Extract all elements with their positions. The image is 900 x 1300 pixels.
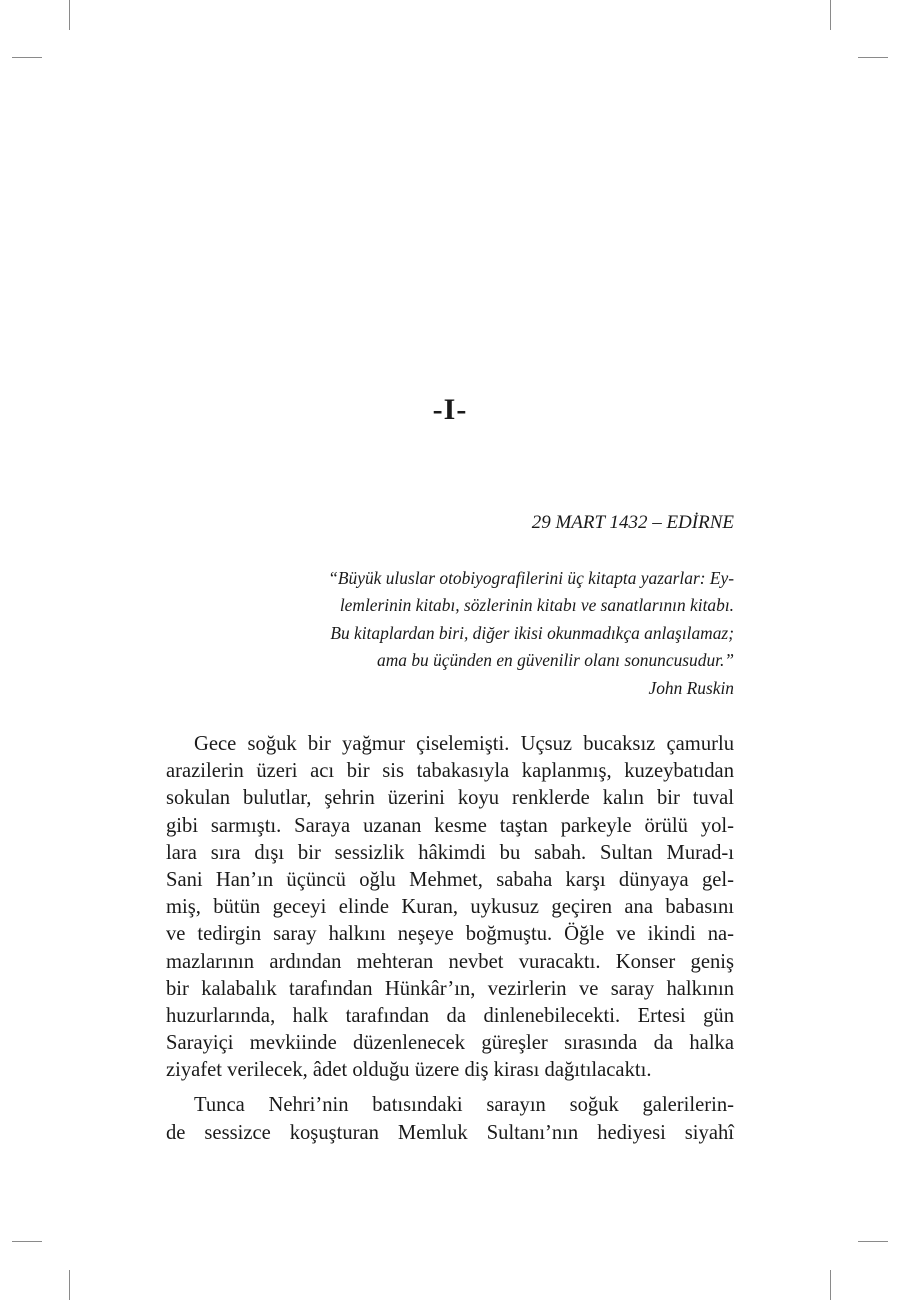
crop-mark-right-bottom <box>858 1241 888 1242</box>
text-line: ziyafet verilecek, âdet olduğu üzere diş kirası dağıtılacaktı. <box>166 1059 652 1082</box>
text-line: ve tedirgin saray halkını neşeye boğmuştu. Öğle ve ikindi na- <box>166 923 734 946</box>
epigraph-line: “Büyük uluslar otobiyografilerini üç kitapta yazarlar: Ey- <box>328 568 734 588</box>
epigraph-line: lemlerinin kitabı, sözlerinin kitabı ve sanatlarının kitabı. <box>339 595 734 616</box>
text-line: de sessizce koşuşturan Memluk Sultanı’nın hediyesi siyahî <box>166 1121 734 1144</box>
crop-mark-top-left <box>69 0 70 30</box>
text-line: Sani Han’ın üçüncü oğlu Mehmet, sabaha karşı dünyaya gel- <box>166 868 734 891</box>
crop-mark-left-top <box>12 57 42 58</box>
chapter-number: -I- <box>432 393 468 426</box>
crop-mark-right-top <box>858 57 888 58</box>
paragraph <box>166 731 734 1084</box>
epigraph <box>214 565 734 702</box>
crop-mark-left-bottom <box>12 1241 42 1242</box>
dateline: 29 MART 1432 – EDİRNE <box>531 512 734 533</box>
text-line: Sarayiçi mevkiinde düzenlenecek güreşler sırasında da halka <box>166 1032 734 1055</box>
crop-mark-top-right <box>830 0 831 30</box>
body-text <box>166 731 734 1147</box>
text-line: miş, bütün geceyi elinde Kuran, uykusuz geçiren ana babasını <box>166 896 734 919</box>
text-line: gibi sarmıştı. Saraya uzanan kesme taştan parkeyle örülü yol- <box>166 814 734 837</box>
text-line: huzurlarında, halk tarafından da dinlenebilecekti. Ertesi gün <box>166 1004 734 1027</box>
text-line: arazilerin üzeri acı bir sis tabakasıyla kaplanmış, kuzeybatıdan <box>166 760 734 783</box>
crop-mark-bottom-left <box>69 1270 70 1300</box>
text-line: sokulan bulutlar, şehrin üzerini koyu renklerde kalın bir tuval <box>166 787 734 810</box>
crop-mark-bottom-right <box>830 1270 831 1300</box>
epigraph-line: ama bu üçünden en güvenilir olanı sonuncusudur.” <box>377 650 734 671</box>
epigraph-line: Bu kitaplardan biri, diğer ikisi okunmadıkça anlaşılamaz; <box>330 622 734 643</box>
text-line: bir kalabalık tarafından Hünkâr’ın, vezirlerin ve saray halkının <box>166 977 734 1000</box>
text-line: lara sıra dışı bir sessizlik hâkimdi bu sabah. Sultan Murad-ı <box>166 841 734 864</box>
text-line: mazlarının ardından mehteran nevbet vuracaktı. Konser geniş <box>166 950 734 973</box>
text-line: Tunca Nehri’nin batısındaki sarayın soğuk galerilerin- <box>194 1094 734 1117</box>
epigraph-attribution: John Ruskin <box>648 677 734 698</box>
text-line: Gece soğuk bir yağmur çiselemişti. Uçsuz bucaksız çamurlu <box>194 733 734 755</box>
paragraph <box>166 1092 734 1146</box>
